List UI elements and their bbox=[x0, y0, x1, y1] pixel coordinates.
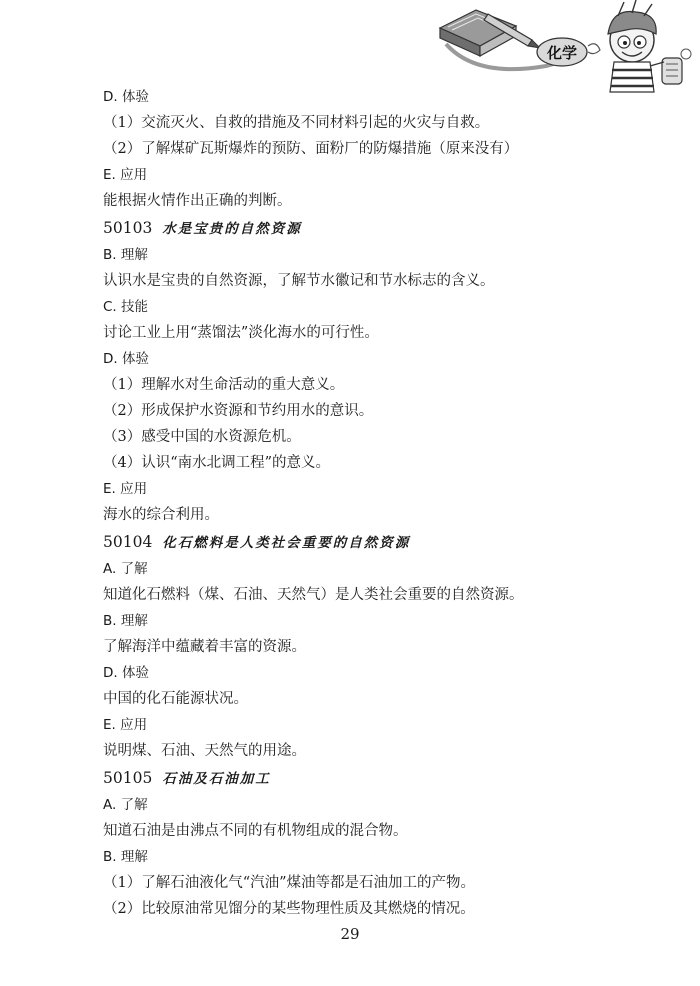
category-label: D. 体验 bbox=[103, 351, 149, 367]
section-code: 50105 bbox=[103, 769, 153, 787]
body-text: （4）认识“南水北调工程”的意义。 bbox=[103, 455, 331, 471]
body-text: 知道石油是由沸点不同的有机物组成的混合物。 bbox=[103, 823, 408, 839]
subject-badge bbox=[537, 38, 587, 66]
body-text: 海水的综合利用。 bbox=[103, 507, 219, 523]
page-number: 29 bbox=[340, 925, 360, 943]
category-label: E. 应用 bbox=[103, 167, 148, 183]
section-heading bbox=[103, 214, 623, 242]
body-text: （2）了解煤矿瓦斯爆炸的预防、面粉厂的防爆措施（原来没有） bbox=[103, 141, 519, 157]
section-heading bbox=[103, 528, 623, 556]
body-text: 能根据火情作出正确的判断。 bbox=[103, 193, 292, 209]
cartoon-boy-icon bbox=[608, 0, 691, 92]
category-label: E. 应用 bbox=[103, 717, 148, 733]
body-text: 认识水是宝贵的自然资源，了解节水徽记和节水标志的含义。 bbox=[103, 273, 495, 289]
body-text: （1）了解石油液化气“汽油”煤油等都是石油加工的产物。 bbox=[103, 875, 476, 891]
category-label: D. 体验 bbox=[103, 89, 149, 105]
body-text: （2）形成保护水资源和节约用水的意识。 bbox=[103, 403, 374, 419]
category-label: C. 技能 bbox=[103, 299, 149, 315]
section-code: 50103 bbox=[103, 219, 153, 237]
category-label: B. 理解 bbox=[103, 247, 148, 263]
body-text: （1）理解水对生命活动的重大意义。 bbox=[103, 377, 345, 393]
body-text: 讨论工业上用“蒸馏法”淡化海水的可行性。 bbox=[103, 325, 379, 341]
category-label: D. 体验 bbox=[103, 665, 149, 681]
category-label: B. 理解 bbox=[103, 613, 148, 629]
body-text: 知道化石燃料（煤、石油、天然气）是人类社会重要的自然资源。 bbox=[103, 587, 524, 603]
section-title: 石油及石油加工 bbox=[162, 771, 271, 787]
body-text: （3）感受中国的水资源危机。 bbox=[103, 429, 301, 445]
section-code: 50104 bbox=[103, 533, 153, 551]
body-text: （2）比较原油常见馏分的某些物理性质及其燃烧的情况。 bbox=[103, 901, 475, 917]
category-label: A. 了解 bbox=[103, 561, 148, 577]
body-text: 说明煤、石油、天然气的用途。 bbox=[103, 743, 306, 759]
header-illustration bbox=[436, 0, 700, 96]
category-label: B. 理解 bbox=[103, 849, 148, 865]
body-text: 中国的化石能源状况。 bbox=[103, 691, 248, 707]
section-title: 水是宝贵的自然资源 bbox=[162, 221, 302, 237]
section-title: 化石燃料是人类社会重要的自然资源 bbox=[162, 535, 411, 551]
document-body bbox=[103, 84, 623, 922]
category-label: A. 了解 bbox=[103, 797, 148, 813]
body-text: 了解海洋中蕴藏着丰富的资源。 bbox=[103, 639, 306, 655]
body-text: （1）交流灭火、自救的措施及不同材料引起的火灾与自救。 bbox=[103, 115, 490, 131]
section-heading bbox=[103, 764, 623, 792]
badge-label: 化学 bbox=[546, 44, 578, 62]
category-label: E. 应用 bbox=[103, 481, 148, 497]
